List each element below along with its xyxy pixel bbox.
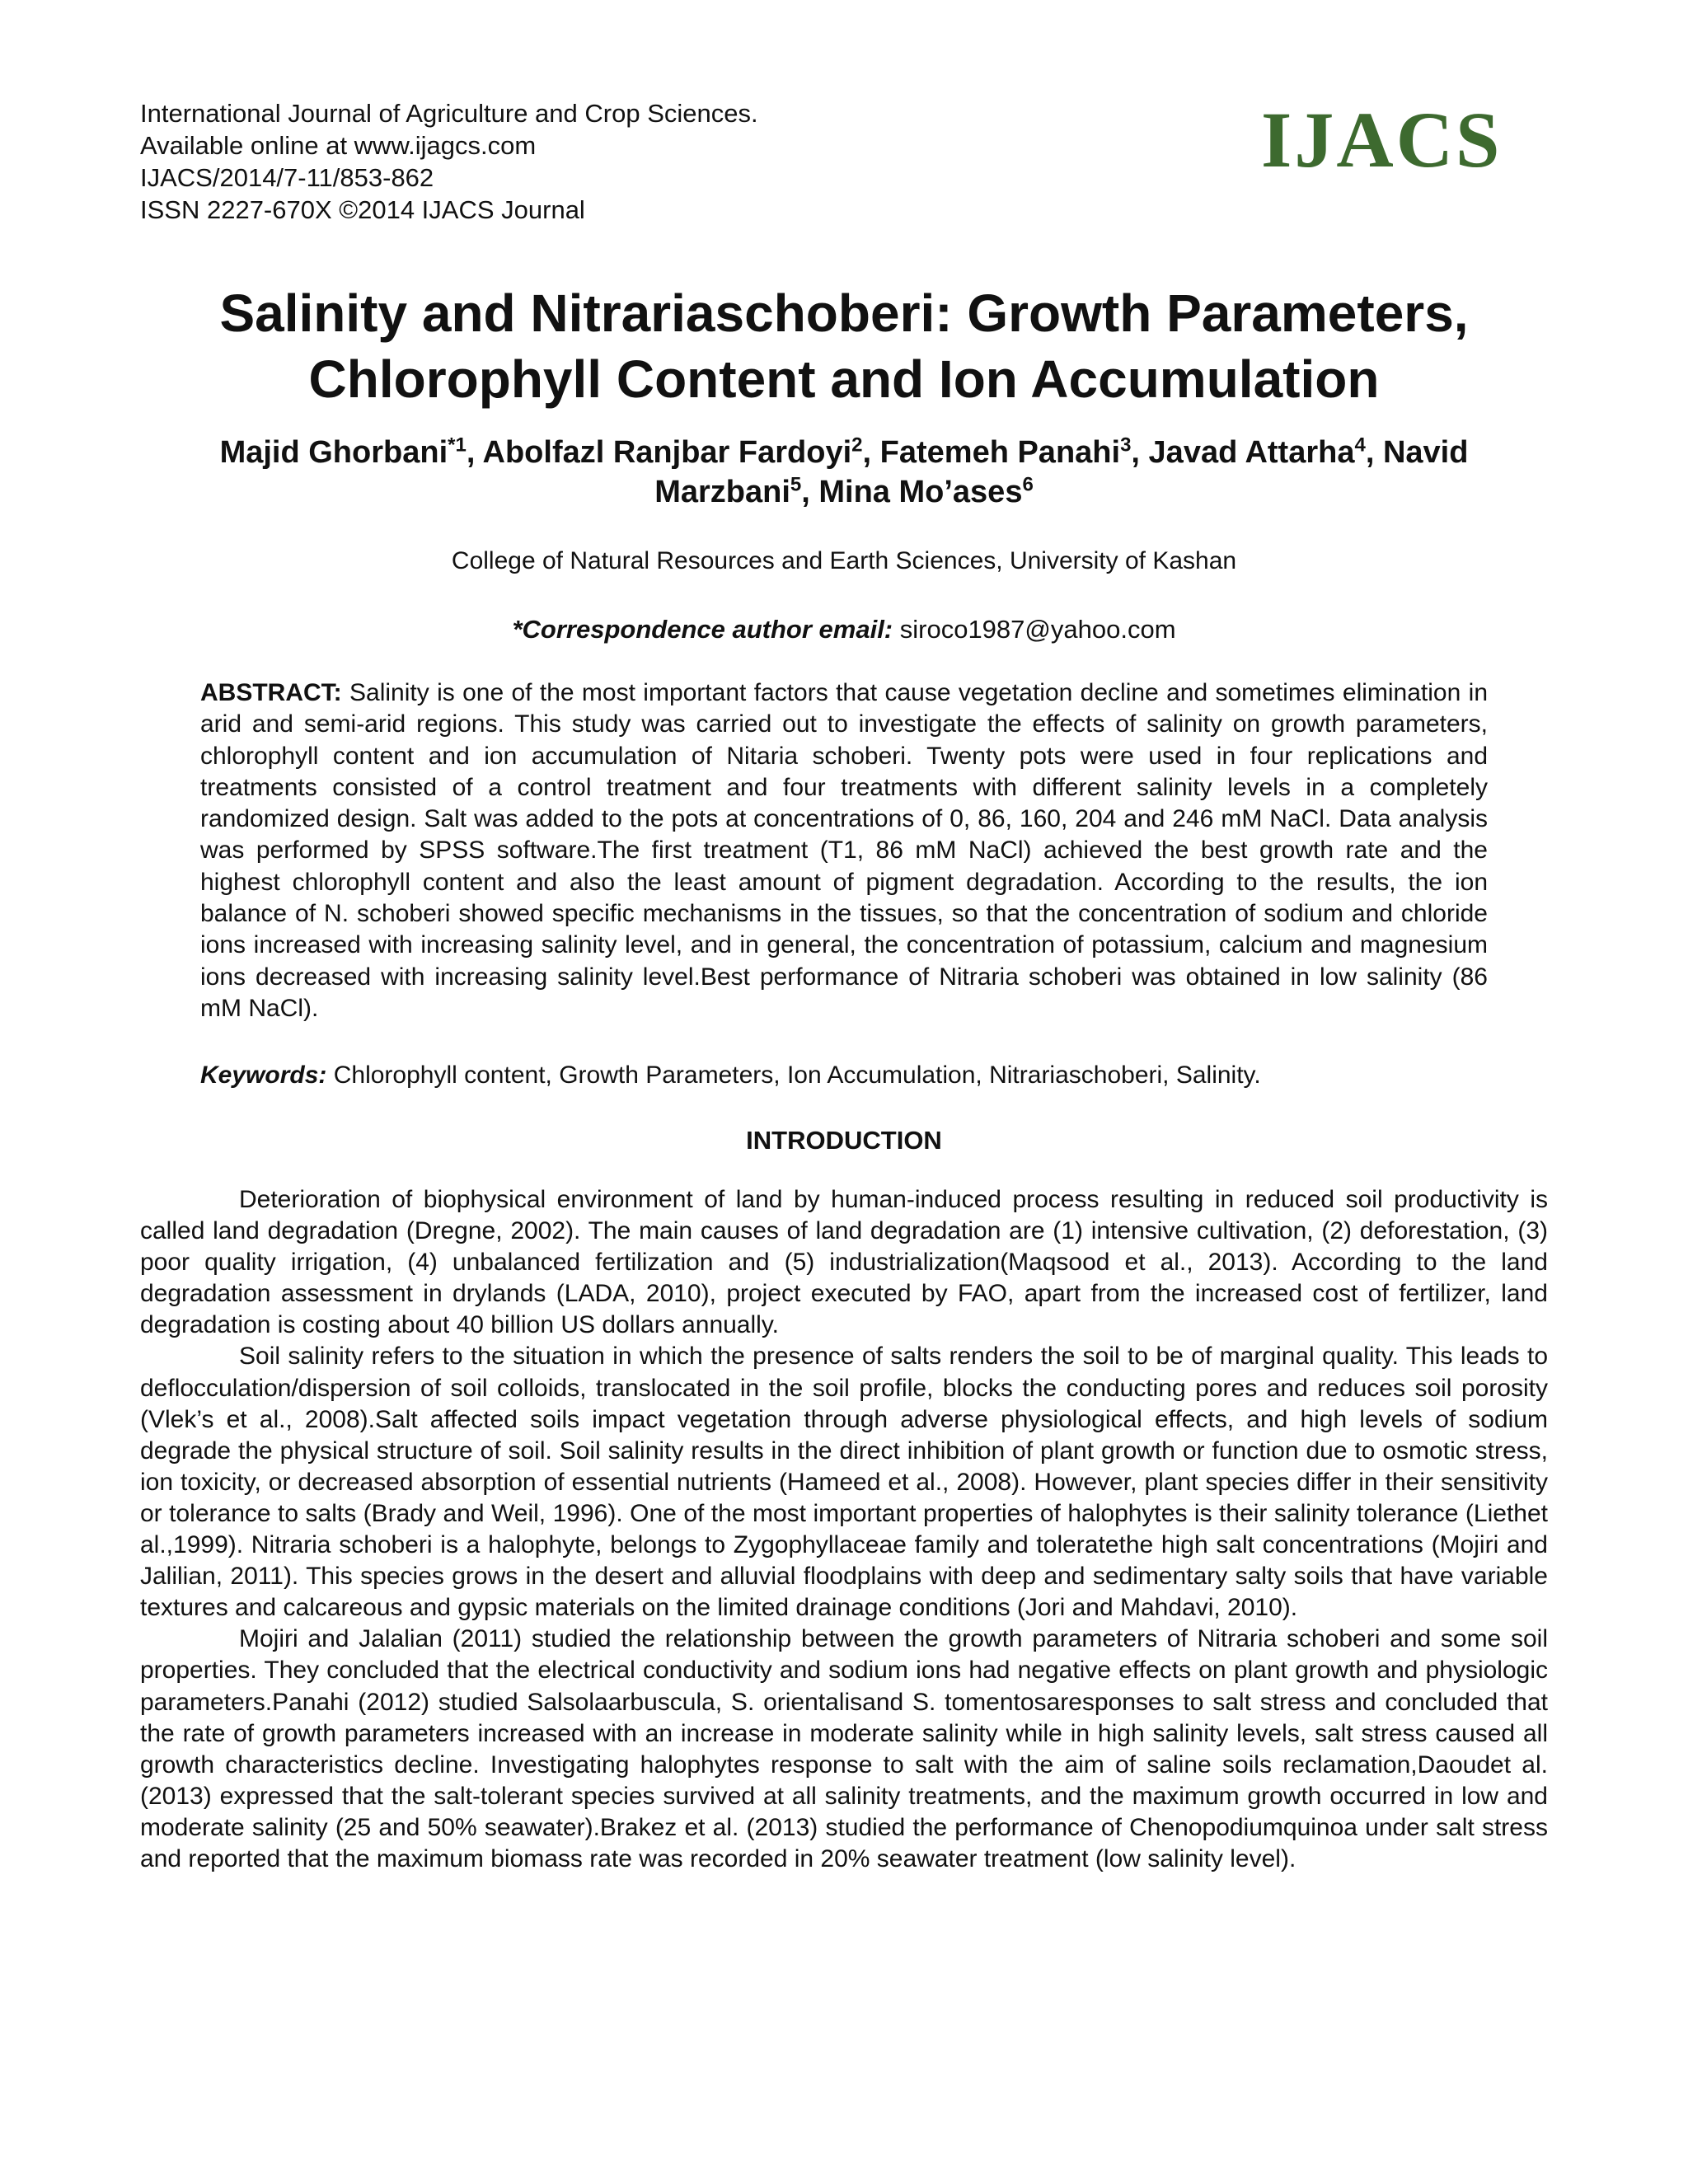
author-list [165,433,1523,512]
author-name: Abolfazl Ranjbar Fardoyi [482,435,852,470]
journal-name: International Journal of Agriculture and Crop Sciences. [140,99,758,128]
author-name: Fatemeh Panahi [879,435,1121,470]
paper-title [99,280,1589,412]
abstract-text: Salinity is one of the most important factors that cause vegetation decline and sometimes elimination in arid and semi-arid regions. This study was carried out to investigate the effects of salinity on growth parameters, chlorophyll content and ion accumulation of Nitaria schoberi. Twenty pots were used in four replications and treatments consisted of a control treatment and four treatments with different salinity levels in a completely randomized design. Salt was added to the pots at concentrations of 0, 86, 160, 204 and 246 mM NaCl. Data analysis was performed by SPSS software.The first treatment (T1, 86 mM NaCl) achieved the best growth rate and the highest chlorophyll content and also the least amount of pigment degradation. According to the results, the ion balance of N. schoberi showed specific mechanisms in the tissues, so that the concentration of sodium and chloride ions increased with increasing salinity level, and in general, the concentration of potassium, calcium and magnesium ions decreased with increasing salinity level.Best performance of Nitraria schoberi was obtained in low salinity (86 mM NaCl). [200,679,1488,1022]
correspondence [99,614,1589,645]
journal-reference: IJACS/2014/7-11/853-862 [140,163,434,192]
keywords [200,1060,1488,1091]
title-line-1: Salinity and Nitrariaschoberi: Growth Parameters, [219,284,1469,343]
abstract [200,677,1488,1024]
author-affiliation-mark: 3 [1120,434,1132,457]
author-name: Javad Attarha [1148,435,1355,470]
author-separator: , [1131,435,1149,470]
author-name: Mina Mo’ases [818,475,1023,509]
author-name: Majid Ghorbani [219,435,448,470]
journal-header [140,97,758,226]
abstract-label: ABSTRACT: [200,679,342,706]
paragraph: Mojiri and Jalalian (2011) studied the relationship between the growth parameters of Nitraria schoberi and some soil properties. They concluded that the electrical conductivity and sodium ions had negative effects on plant growth and physiologic parameters.Panahi (2012) studied Salsolaarbuscula, S. orientalisand S. tomentosaresponses to salt stress and concluded that the rate of growth parameters increased with an increase in moderate salinity while in high salinity levels, salt stress caused all growth characteristics decline. Investigating halophytes response to salt with the aim of saline soils reclamation,Daoudet al. (2013) expressed that the salt-tolerant species survived at all salinity treatments, and the maximum growth occurred in low and moderate salinity (25 and 50% seawater).Brakez et al. (2013) studied the performance of Chenopodiumquinoa under salt stress and reported that the maximum biomass rate was recorded in 20% seawater treatment (low salinity level). [140,1625,1548,1872]
author-affiliation-mark: 4 [1354,434,1366,457]
title-line-2: Chlorophyll Content and Ion Accumulation [308,349,1380,409]
author-affiliation-mark: 5 [790,473,802,496]
keywords-label: Keywords: [200,1062,327,1089]
section-heading-introduction: INTRODUCTION [746,1126,942,1155]
author-separator: , [862,435,880,470]
paragraph: Deterioration of biophysical environment of land by human-induced process resulting in reduced soil productivity is called land degradation (Dregne, 2002). The main causes of land degradation are (1) intensive cultivation, (2) deforestation, (3) poor quality irrigation, (4) unbalanced fertilization and (5) industrialization(Maqsood et al., 2013). According to the land degradation assessment in drylands (LADA, 2010), project executed by FAO, apart from the increased cost of fertilizer, land degradation is costing about 40 billion US dollars annually. [140,1186,1548,1339]
author-affiliation-mark: 6 [1022,473,1034,496]
correspondence-label: *Correspondence author email: [512,615,893,644]
author-separator: , [1365,435,1383,470]
author-separator: , [466,435,483,470]
author-affiliation-mark: *1 [448,434,467,457]
keywords-text: Chlorophyll content, Growth Parameters, Ion Accumulation, Nitrariaschoberi, Salinity. [333,1062,1261,1089]
affiliation: College of Natural Resources and Earth Sciences, University of Kashan [451,547,1237,574]
journal-logo: IJACS [1261,96,1503,184]
author-affiliation-mark: 2 [851,434,863,457]
correspondence-email[interactable]: siroco1987@yahoo.com [899,615,1176,644]
author-separator: , [801,475,819,509]
journal-issn: ISSN 2227-670X ©2014 IJACS Journal [140,195,585,224]
journal-website: Available online at www.ijagcs.com [140,131,537,160]
paragraph: Soil salinity refers to the situation in which the presence of salts renders the soil to be of marginal quality. This leads to deflocculation/dispersion of soil colloids, translocated in the soil profile, blocks the conducting pores and reduces soil porosity (Vlek’s et al., 2008).Salt affected soils impact vegetation through adverse physiological effects, and high levels of sodium degrade the physical structure of soil. Soil salinity results in the direct inhibition of plant growth or function due to osmotic stress, ion toxicity, or decreased absorption of essential nutrients (Hameed et al., 2008). However, plant species differ in their sensitivity or tolerance to salts (Brady and Weil, 1996). One of the most important properties of halophytes is their salinity tolerance (Liethet al.,1999). Nitraria schoberi is a halophyte, belongs to Zygophyllaceae family and toleratethe high salt concentrations (Mojiri and Jalilian, 2011). This species grows in the desert and alluvial floodplains with deep and sedimentary salty soils that have variable textures and calcareous and gypsic materials on the limited drainage conditions (Jori and Mahdavi, 2010). [140,1343,1548,1622]
author-name: Navid Marzbani [654,435,1469,509]
introduction-body [140,1184,1548,1875]
